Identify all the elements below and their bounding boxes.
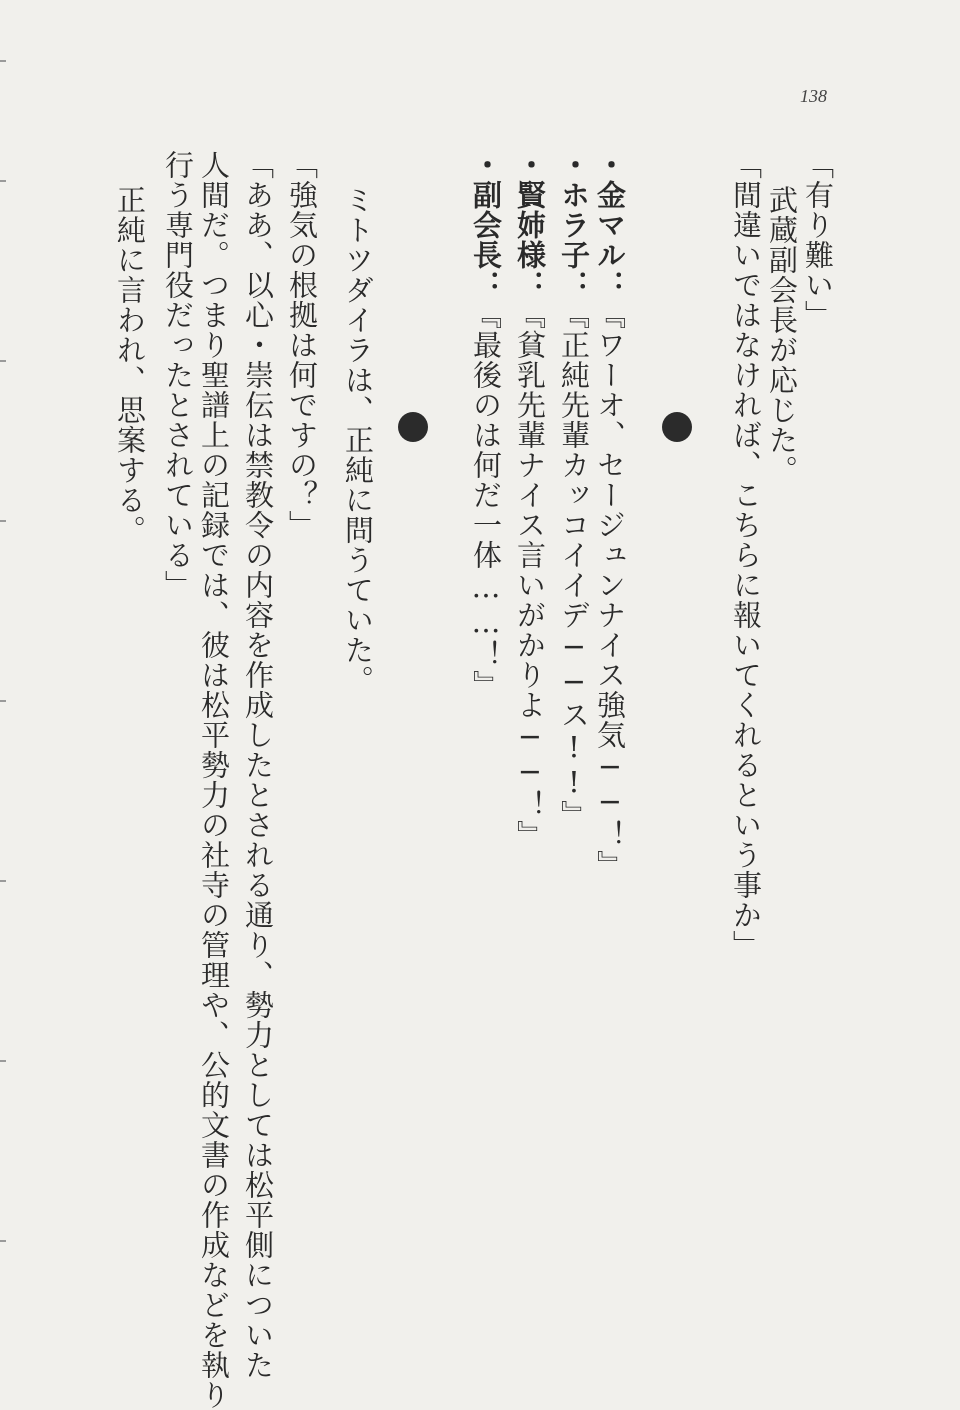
text-column-3: 「間違いではなければ、こちらに報いてくれるという事か」 <box>729 150 763 960</box>
text-column-10: 「ああ、以心・崇伝は禁教令の内容を作成したとされる通り、勢力としては松平側についた <box>241 150 275 1380</box>
text-column-1: 「有り難い」 <box>801 150 835 330</box>
chat-line-fukukaicho <box>468 150 504 700</box>
text-column-13: 正純に言われ、思案する。 <box>113 185 147 545</box>
text-column-12: 行う専門役だったとされている」 <box>161 150 195 600</box>
binding-mark <box>0 1060 6 1062</box>
speaker-kinmaru: ・金マル： <box>593 150 627 300</box>
binding-mark <box>0 60 6 62</box>
text-column-9: 「強気の根拠は何ですの？」 <box>285 150 319 540</box>
speaker-kenanesama: ・賢姉様： <box>513 150 547 300</box>
binding-mark <box>0 520 6 522</box>
text-column-2: 武蔵副会長が応じた。 <box>765 185 799 485</box>
text-column-11: 人間だ。つまり聖譜上の記録では、彼は松平勢力の社寺の管理や、公的文書の作成などを執り <box>197 150 231 1410</box>
binding-mark <box>0 360 6 362</box>
page-number: 138 <box>800 86 827 106</box>
chat-text-horako: 『正純先輩カッコイイデ──ス!!』 <box>557 300 591 830</box>
chat-text-kenanesama: 『貧乳先輩ナイス言いがかりよ──！』 <box>513 300 547 850</box>
binding-mark <box>0 700 6 702</box>
chat-text-fukukaicho: 『最後のは何だ一体……！』 <box>469 300 503 700</box>
section-break-dot-left <box>398 412 428 442</box>
binding-mark <box>0 1240 6 1242</box>
chat-line-kinmaru <box>592 150 628 880</box>
chat-line-kenanesama <box>512 150 548 850</box>
text-column-8: ミトツダイラは、正純に問うていた。 <box>341 185 375 695</box>
binding-mark <box>0 880 6 882</box>
section-break-dot-right <box>662 412 692 442</box>
speaker-fukukaicho: ・副会長： <box>469 150 503 300</box>
chat-text-kinmaru: 『ワーオ、セージュンナイス強気──！』 <box>593 300 627 880</box>
speaker-horako: ・ホラ子： <box>557 150 591 300</box>
binding-mark <box>0 180 6 182</box>
chat-line-horako <box>556 150 592 830</box>
